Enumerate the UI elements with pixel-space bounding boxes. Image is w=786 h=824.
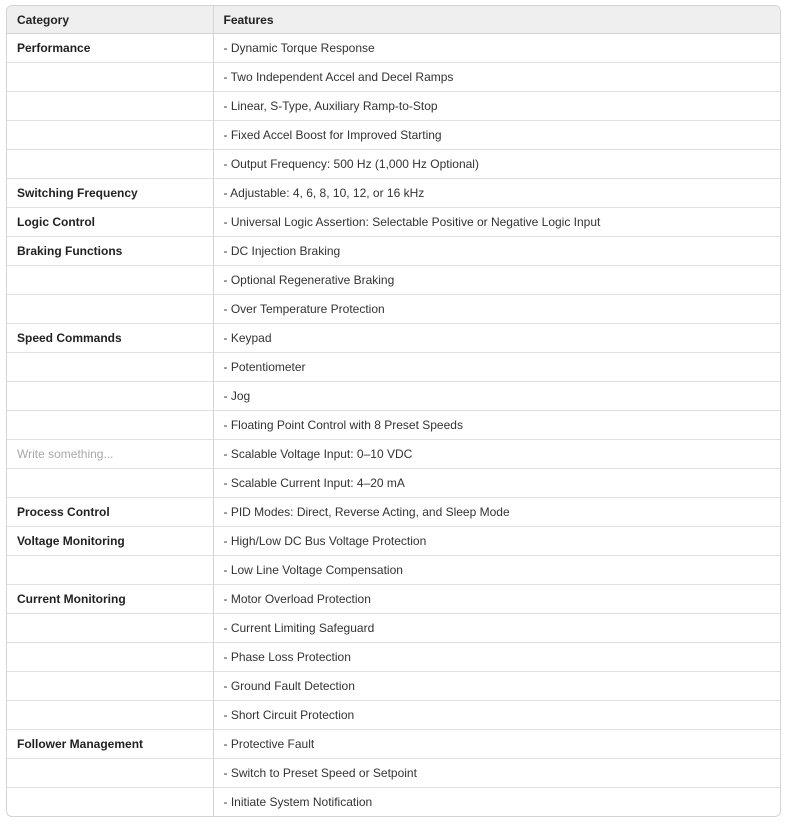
category-cell[interactable] [7,672,213,701]
feature-cell[interactable]: - DC Injection Braking [213,237,780,266]
category-cell[interactable] [7,701,213,730]
feature-table [7,6,780,816]
category-cell[interactable] [7,295,213,324]
table-row [7,237,780,266]
table-row [7,498,780,527]
feature-cell[interactable]: - Switch to Preset Speed or Setpoint [213,759,780,788]
category-cell[interactable]: Follower Management [7,730,213,759]
table-row [7,179,780,208]
category-cell[interactable] [7,759,213,788]
feature-cell[interactable]: - Ground Fault Detection [213,672,780,701]
feature-cell[interactable]: - Two Independent Accel and Decel Ramps [213,63,780,92]
table-row [7,208,780,237]
table-row [7,266,780,295]
category-cell[interactable]: Speed Commands [7,324,213,353]
category-cell[interactable] [7,643,213,672]
table-row [7,150,780,179]
feature-table-container [6,5,781,817]
header-row [7,6,780,34]
feature-cell[interactable]: - Current Limiting Safeguard [213,614,780,643]
feature-cell[interactable]: - Universal Logic Assertion: Selectable Positive or Negative Logic Input [213,208,780,237]
feature-cell[interactable]: - High/Low DC Bus Voltage Protection [213,527,780,556]
category-cell[interactable] [7,614,213,643]
table-row [7,469,780,498]
feature-cell[interactable]: - Keypad [213,324,780,353]
table-row [7,672,780,701]
table-row [7,324,780,353]
feature-cell[interactable]: - Protective Fault [213,730,780,759]
category-cell[interactable]: Logic Control [7,208,213,237]
table-row [7,353,780,382]
header-features: Features [213,6,780,34]
feature-cell[interactable]: - Over Temperature Protection [213,295,780,324]
category-cell[interactable] [7,382,213,411]
category-cell[interactable] [7,411,213,440]
table-row [7,585,780,614]
feature-cell[interactable]: - Low Line Voltage Compensation [213,556,780,585]
feature-cell[interactable]: - Jog [213,382,780,411]
table-row [7,730,780,759]
category-cell[interactable] [7,353,213,382]
table-row [7,121,780,150]
category-cell[interactable] [7,266,213,295]
feature-cell[interactable]: - Linear, S-Type, Auxiliary Ramp-to-Stop [213,92,780,121]
category-cell[interactable]: Current Monitoring [7,585,213,614]
category-cell[interactable]: Switching Frequency [7,179,213,208]
category-cell[interactable] [7,121,213,150]
feature-cell[interactable]: - Scalable Voltage Input: 0–10 VDC [213,440,780,469]
feature-cell[interactable]: - Output Frequency: 500 Hz (1,000 Hz Optional) [213,150,780,179]
table-row [7,759,780,788]
category-cell[interactable]: Performance [17,41,91,55]
category-cell[interactable]: Braking Functions [7,237,213,266]
table-row [7,788,780,817]
feature-cell[interactable]: - Potentiometer [213,353,780,382]
feature-cell[interactable]: - Short Circuit Protection [213,701,780,730]
table-row [7,92,780,121]
feature-cell[interactable]: - Initiate System Notification [213,788,780,817]
table-row [7,411,780,440]
feature-cell[interactable]: - PID Modes: Direct, Reverse Acting, and Sleep Mode [213,498,780,527]
feature-cell[interactable]: - Fixed Accel Boost for Improved Starting [213,121,780,150]
feature-cell[interactable]: - Phase Loss Protection [213,643,780,672]
table-header [7,6,780,34]
table-row [7,382,780,411]
feature-cell[interactable]: - Motor Overload Protection [213,585,780,614]
table-row [7,643,780,672]
category-cell[interactable] [7,469,213,498]
feature-cell[interactable]: - Adjustable: 4, 6, 8, 10, 12, or 16 kHz [213,179,780,208]
category-cell[interactable]: Voltage Monitoring [7,527,213,556]
category-cell[interactable]: Process Control [7,498,213,527]
table-row [7,614,780,643]
table-row [7,34,780,63]
feature-cell[interactable]: - Optional Regenerative Braking [213,266,780,295]
table-row [7,440,780,469]
category-cell[interactable] [7,788,213,817]
table-row [7,63,780,92]
table-row [7,527,780,556]
category-cell[interactable] [7,92,213,121]
category-cell-placeholder[interactable]: Write something... [7,440,213,469]
table-row [7,295,780,324]
feature-cell[interactable]: - Dynamic Torque Response [213,34,780,63]
table-row [7,556,780,585]
table-row [7,701,780,730]
feature-cell[interactable]: - Scalable Current Input: 4–20 mA [213,469,780,498]
feature-cell[interactable]: - Floating Point Control with 8 Preset Speeds [213,411,780,440]
table-body [7,34,780,817]
category-cell[interactable] [7,63,213,92]
header-category: Category [7,6,213,34]
category-cell[interactable] [7,150,213,179]
category-cell[interactable] [7,556,213,585]
